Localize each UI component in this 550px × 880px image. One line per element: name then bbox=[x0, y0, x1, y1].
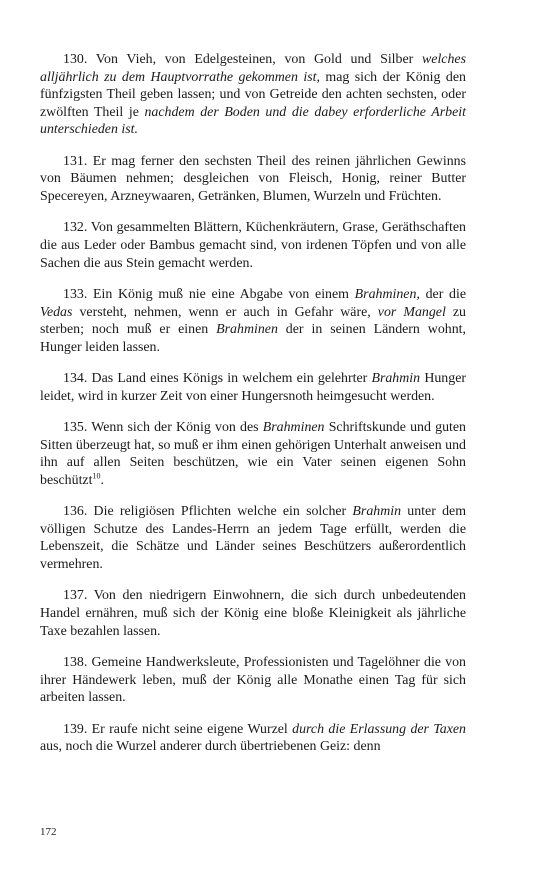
text-run: 136. Die religiösen Pflichten welche ein solcher bbox=[63, 504, 353, 520]
text-run: der in seinen Ländern wohnt, Hunger leiden lassen. bbox=[40, 322, 466, 355]
text-run: 132. Von gesammelten Blättern, Küchenkräutern, Grase, Geräthschaften die aus Leder oder Bambus gemacht sind, von irdenen Töpfen und von alle Sachen die aus Stein gemacht werden. bbox=[40, 220, 466, 271]
paragraph-139 bbox=[40, 721, 466, 756]
text-run: 131. Er mag ferner den sechsten Theil des reinen jährlichen Gewinns von Bäumen nehmen; desgleichen von Fleisch, Honig, reiner Butter Specereyen, Arzneywaaren, Getränken, Blumen, Wurzeln und Früchten. bbox=[40, 153, 466, 204]
text-run: . bbox=[100, 472, 104, 488]
text-run: unter dem völligen Schutze des Landes-Herrn an jedem Tage erfüllt, werden die Lebenszeit, die Schätze und Länder seines Beschützers außerordentlich vermehren. bbox=[40, 504, 466, 573]
text-run: 134. Das Land eines Königs in welchem ein gelehrter bbox=[63, 371, 372, 387]
text-run: Schriftskunde und guten Sitten überzeugt hat, so muß er ihm einen gehörigen Unterhalt anweisen und ihn auf allen Seiten beschützen, wie ein Vater seinen eigenen Sohn beschützt bbox=[40, 420, 466, 488]
text-run: 130. Von Vieh, von Edelgesteinen, von Gold und Silber bbox=[63, 52, 423, 67]
paragraph-132 bbox=[40, 219, 466, 272]
page-number: 172 bbox=[40, 826, 57, 838]
italic-text: Brahminen bbox=[216, 322, 278, 338]
text-run: aus, noch die Wurzel anderer durch übertriebenen Geiz: denn bbox=[40, 739, 381, 755]
italic-text: Vedas bbox=[40, 304, 73, 320]
italic-text: Brahmin bbox=[352, 504, 402, 520]
text-run: 138. Gemeine Handwerksleute, Professionisten und Tagelöhner die von ihrer Händewerk leben, muß der König alle Monathe einen Tag für sich arbeiten lassen. bbox=[40, 655, 466, 706]
text-run: 133. Ein König muß nie eine Abgabe von einem bbox=[63, 286, 355, 302]
italic-text: Brahmin bbox=[371, 371, 421, 387]
italic-text: Brahminen, bbox=[354, 286, 420, 302]
paragraph-131 bbox=[40, 153, 466, 206]
body-text bbox=[40, 51, 466, 756]
text-run: der die bbox=[419, 286, 466, 302]
paragraph-136 bbox=[40, 503, 466, 573]
paragraph-133 bbox=[40, 286, 466, 356]
text-run: 135. Wenn sich der König von des bbox=[63, 420, 263, 436]
paragraph-135 bbox=[40, 419, 466, 489]
italic-text: vor Mangel bbox=[377, 304, 446, 320]
italic-text: welches alljährlich zu dem Hauptvorrathe gekommen ist, bbox=[40, 52, 466, 85]
paragraph-137 bbox=[40, 587, 466, 640]
italic-text: Brahminen bbox=[262, 420, 325, 436]
paragraph-130 bbox=[40, 51, 466, 139]
text-run: zu sterben; noch muß er einen bbox=[40, 304, 466, 338]
text-run: 139. Er raufe nicht seine eigene Wurzel bbox=[63, 721, 293, 737]
paragraph-138 bbox=[40, 654, 466, 707]
paragraph-134 bbox=[40, 370, 466, 405]
text-run: 137. Von den niedrigern Einwohnern, die sich durch unbedeutenden Handel ernähren, muß sich der König eine bloße Kleinigkeit als jährliche Taxe bezahlen lassen. bbox=[40, 588, 466, 639]
footnote-ref: 10 bbox=[92, 471, 101, 481]
text-run: Hunger leidet, wird in kurzer Zeit von einer Hungersnoth heimgesucht werden. bbox=[40, 371, 466, 404]
text-run: versteht, nehmen, wenn er auch in Gefahr wäre, bbox=[72, 304, 378, 320]
text-run: mag sich der König den fünfzigsten Theil geben lassen; und von Getreide den achten sechsten, oder zwölften Theil je bbox=[40, 69, 466, 120]
italic-text: nachdem der Boden und die dabey erforderliche Arbeit unterschieden ist. bbox=[40, 104, 466, 138]
italic-text: durch die Erlassung der Taxen bbox=[292, 721, 466, 737]
